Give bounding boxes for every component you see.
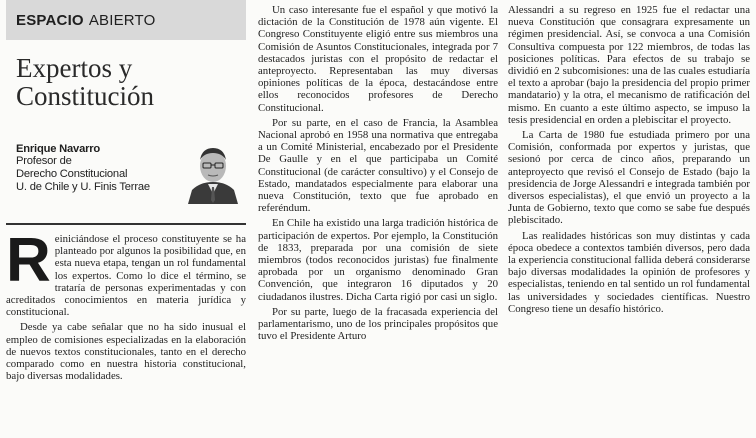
body-text-col-1 <box>6 226 246 385</box>
headline <box>16 54 246 110</box>
section-header <box>6 0 246 40</box>
paragraph: Un caso interesante fue el español y que motivó la dictación de la Constitución de 1978 aún vigente. El Congreso Constituyente eligió entre sus miembros una Comisión de Asuntos Constitucionales, integrada por 7 destacados juristas con el propósito de redactar el anteproyecto. Representaban las muy diversas opiniones políticas de la época, destacándose entre ellos reconocidos profesores de Derecho Constitucional. <box>258 4 498 114</box>
author-role-3: U. de Chile y U. Finis Terrae <box>16 181 150 193</box>
divider-rule <box>6 223 246 225</box>
paragraph: Por su parte, en el caso de Francia, la Asamblea Nacional aprobó en 1958 una normativa que entregaba a un Comité Ministerial, encabezado por el Presidente De Gaulle y en el que participaba un Comité Constitucional (de carácter consultivo) y el Consejo de Estado, mandatados especialmente para elaborar una nueva Constitución, texto que fue aprobado en referéndum. <box>258 116 498 215</box>
paragraph: Las realidades históricas son muy distintas y cada época obedece a contextos también diversos, pero dada la experiencia constitucional fallida deberá considerarse bajo diversas modalidades la opinión de profesores y especialistas, teniendo en tal sentido un rol fundamental las universidades y sociedades científicas. Nuestro Congreso tiene un desafío histórico. <box>508 229 750 315</box>
author-name: Enrique Navarro <box>16 143 101 155</box>
section-label-light: ABIERTO <box>88 11 156 29</box>
section-label-bold: ESPACIO <box>16 11 84 29</box>
column-3 <box>508 0 750 318</box>
paragraph: La Carta de 1980 fue estudiada primero por una Comisión, conformada por expertos y juristas, que sesionó por cerca de cinco años, preparando un anteproyecto que revisó el Consejo de Estado (bajo la presidencia de Jorge Alessandri e integrada también por diversos especialistas), el que envió un proyecto a la Junta de Gobierno, texto que como se sabe fue después plebiscitado. <box>508 129 750 227</box>
byline <box>16 140 246 200</box>
headline-line-1: Expertos y <box>16 53 133 83</box>
paragraph: Reiniciándose el proceso constituyente se ha planteado por algunos la posibilidad que, en esta nueva etapa, tengan un rol fundamental los expertos. Como lo dice el término, se trataría de personas experimentadas y con acreditados conocimientos en materia jurídica y constitucional. <box>6 226 246 319</box>
headline-line-2: Constitución <box>16 81 155 111</box>
drop-cap: R <box>6 226 51 295</box>
paragraph: Por su parte, luego de la fracasada experiencia del parlamentarismo, uno de los principales propósitos que tuvo el Presidente Arturo <box>258 305 498 343</box>
author-role-1: Profesor de <box>16 155 72 167</box>
column-2 <box>258 0 498 345</box>
paragraph: Desde ya cabe señalar que no ha sido inusual el empleo de comisiones especializadas en la elaboración de nuevos textos constitucionales, tanto en el derecho comparado como en nuestra historia constitucional, bajo diversas modalidades. <box>6 321 246 383</box>
paragraph: Alessandri a su regreso en 1925 fue el redactar una nueva Constitución que consagrara expresamente un régimen presidencial. Así, se convoca a una Comisión Consultiva compuesta por 122 miembros, de todas las posiciones políticas. Para efectos de su trabajo se dividió en 2 subcomisiones: una de las cuales estudiaría el texto a aprobar (bajo la presidencia del propio primer mandatario) y la otra, el mecanismo de ratificación del mismo. En cuanto a este último aspecto, se impuso la tesis presidencial en orden a plebiscitar el proyecto. <box>508 4 750 126</box>
column-1 <box>6 0 246 383</box>
author-portrait <box>184 140 242 204</box>
author-role-2: Derecho Constitucional <box>16 168 128 180</box>
paragraph: En Chile ha existido una larga tradición histórica de participación de expertos. Por ejemplo, la Constitución de 1833, preparada por una comisión de siete miembros (todos reconocidos juristas) fue finalmente aprobada por un organismo denominado Gran Convención, que integraron 16 diputados y 20 ciudadanos ilustres. Dicha Carta rigió por casi un siglo. <box>258 217 498 303</box>
